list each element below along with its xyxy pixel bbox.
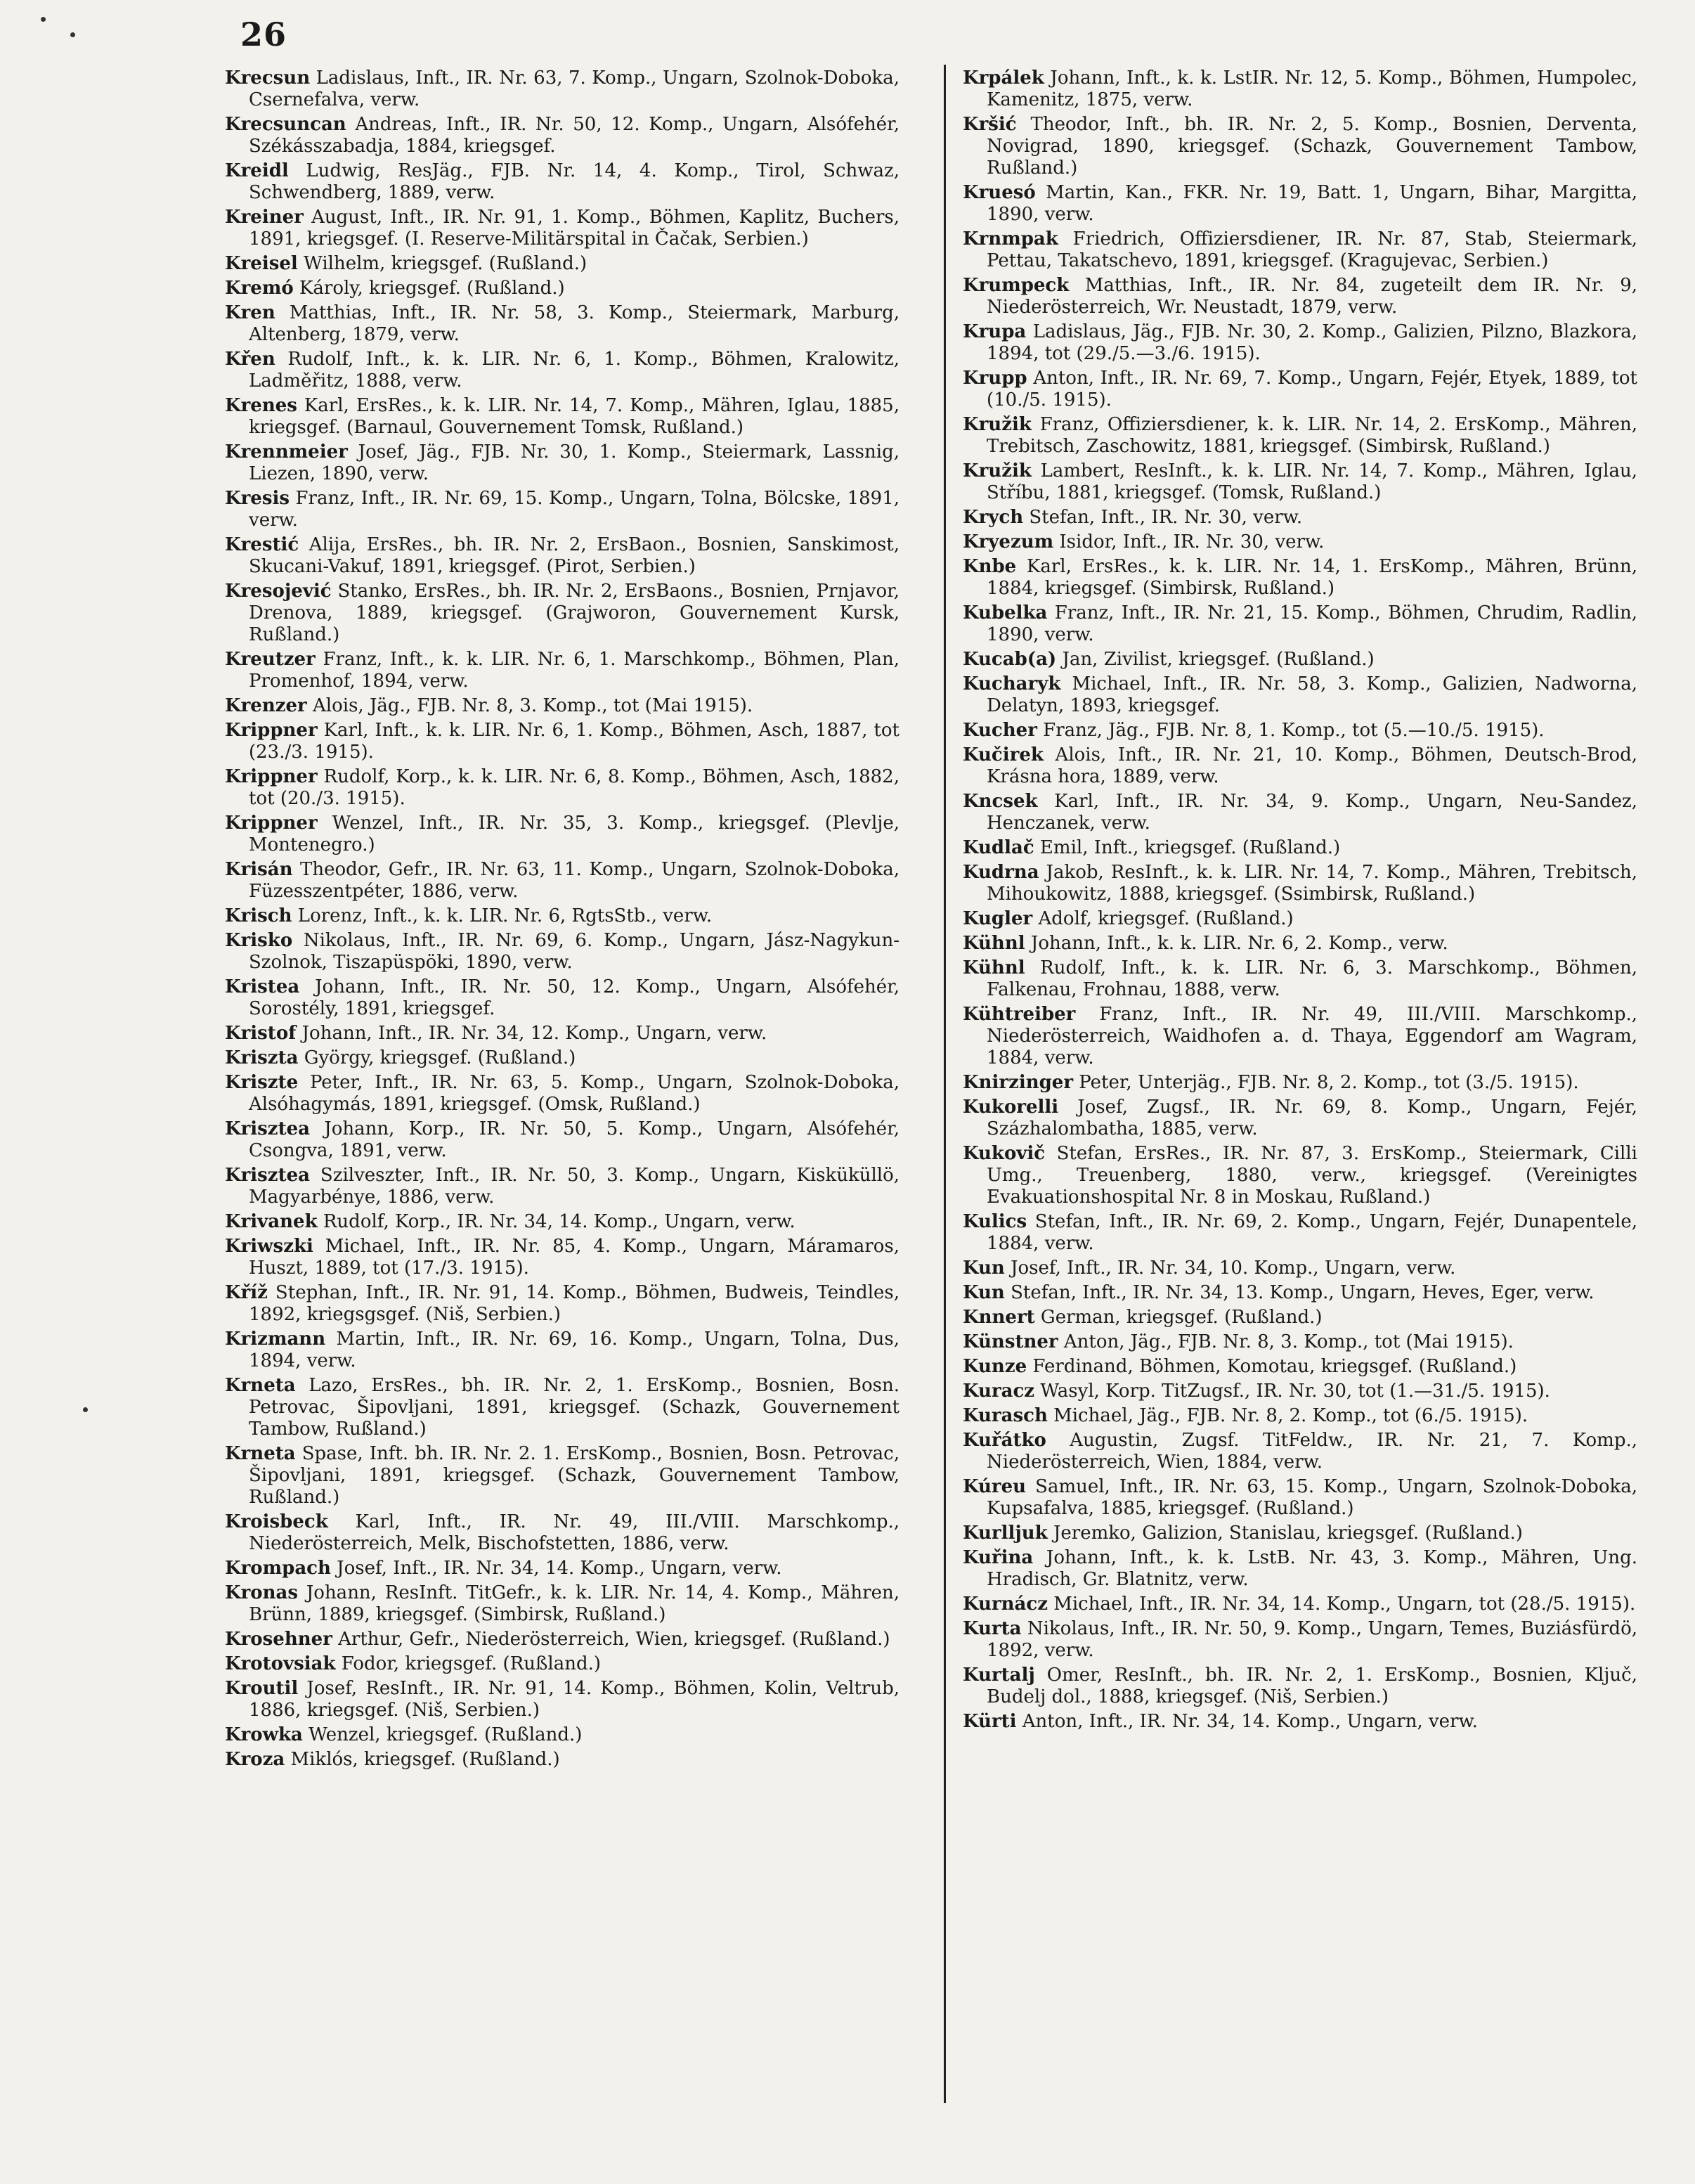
register-entry bbox=[963, 531, 1637, 553]
register-entry bbox=[963, 1211, 1637, 1255]
entry-details: Stephan, Inft., IR. Nr. 91, 14. Komp., Böhmen, Budweis, Teindles, 1892, kriegsgsgef. (Niš, Serbien.) bbox=[249, 1282, 900, 1325]
entry-surname: Krotovsiak bbox=[225, 1653, 336, 1674]
register-entry bbox=[225, 1072, 900, 1116]
register-entry bbox=[225, 1329, 900, 1372]
register-entry bbox=[225, 349, 900, 392]
entry-surname: Kühnl bbox=[963, 933, 1025, 954]
entry-details: Rudolf, Korp., k. k. LIR. Nr. 6, 8. Komp., Böhmen, Asch, 1882, tot (20./3. 1915). bbox=[249, 766, 900, 809]
entry-details: Nikolaus, Inft., IR. Nr. 69, 6. Komp., Ungarn, Jász-Nagykun-Szolnok, Tiszapüspöki, 1890, verw. bbox=[249, 930, 900, 973]
entry-details: Franz, Inft., IR. Nr. 69, 15. Komp., Ungarn, Tolna, Bölcske, 1891, verw. bbox=[249, 488, 900, 531]
register-entry bbox=[963, 602, 1637, 646]
register-entry bbox=[963, 228, 1637, 272]
entry-surname: Krisch bbox=[225, 905, 292, 926]
entry-surname: Kresojević bbox=[225, 581, 332, 602]
entry-details: Friedrich, Offiziersdiener, IR. Nr. 87, Stab, Steiermark, Pettau, Takatschevo, 1891, kriegsgef. (Kragujevac, Serbien.) bbox=[987, 228, 1637, 271]
entry-surname: Kristea bbox=[225, 976, 300, 997]
register-entry bbox=[963, 908, 1637, 930]
register-entry bbox=[225, 1511, 900, 1555]
entry-details: Theodor, Inft., bh. IR. Nr. 2, 5. Komp., Bosnien, Derventa, Novigrad, 1890, kriegsgef. (Schazk, Gouvernement Tambow, Rußland.) bbox=[987, 114, 1637, 179]
entry-details: Josef, Zugsf., IR. Nr. 69, 8. Komp., Ungarn, Fejér, Százhalombatha, 1885, verw. bbox=[987, 1097, 1637, 1139]
register-entry bbox=[963, 275, 1637, 318]
entry-details: Rudolf, Inft., k. k. LIR. Nr. 6, 1. Komp., Böhmen, Kralowitz, Ladměřitz, 1888, verw. bbox=[249, 349, 900, 392]
entry-surname: Kryezum bbox=[963, 531, 1054, 553]
entry-surname: Kurasch bbox=[963, 1405, 1048, 1426]
entry-surname: Kroza bbox=[225, 1749, 285, 1770]
entry-details: Stanko, ErsRes., bh. IR. Nr. 2, ErsBaons., Bosnien, Prnjavor, Drenova, 1889, kriegsgef. (Grajworon, Gouvernement Kursk, Rußland.) bbox=[249, 581, 900, 645]
entry-details: Johann, Inft., k. k. LIR. Nr. 6, 2. Komp., verw. bbox=[1025, 933, 1448, 954]
entry-details: Alija, ErsRes., bh. IR. Nr. 2, ErsBaon., Bosnien, Sanskimost, Skucani-Vakuf, 1891, kriegsgef. (Pirot, Serbien.) bbox=[249, 534, 900, 577]
entry-details: Michael, Inft., IR. Nr. 34, 14. Komp., Ungarn, tot (28./5. 1915). bbox=[1047, 1594, 1636, 1615]
register-entry bbox=[963, 649, 1637, 671]
register-entry bbox=[963, 114, 1637, 179]
register-entry bbox=[963, 1476, 1637, 1520]
entry-details: Adolf, kriegsgef. (Rußland.) bbox=[1032, 908, 1294, 929]
entry-details: Lambert, ResInft., k. k. LIR. Nr. 14, 7. Komp., Mähren, Iglau, Stříbu, 1881, kriegsgef. (Tomsk, Rußland.) bbox=[987, 460, 1637, 503]
register-entry bbox=[225, 695, 900, 717]
register-entry bbox=[225, 160, 900, 204]
entry-details: Peter, Unterjäg., FJB. Nr. 8, 2. Komp., tot (3./5. 1915). bbox=[1073, 1072, 1579, 1093]
entry-details: Ladislaus, Jäg., FJB. Nr. 30, 2. Komp., Galizien, Pilzno, Blazkora, 1894, tot (29./5.—3./6. 1915). bbox=[987, 321, 1637, 364]
entry-details: Jeremko, Galizion, Stanislau, kriegsgef. (Rußland.) bbox=[1047, 1523, 1523, 1544]
entry-details: Ferdinand, Böhmen, Komotau, kriegsgef. (Rußland.) bbox=[1027, 1356, 1517, 1377]
page-number: 26 bbox=[240, 15, 287, 53]
entry-details: Stefan, Inft., IR. Nr. 69, 2. Komp., Ungarn, Fejér, Dunapentele, 1884, verw. bbox=[987, 1211, 1637, 1254]
entry-details: Isidor, Inft., IR. Nr. 30, verw. bbox=[1053, 531, 1325, 553]
entry-surname: Krosehner bbox=[225, 1629, 332, 1650]
entry-surname: Kučirek bbox=[963, 744, 1044, 765]
entry-surname: Kriwszki bbox=[225, 1236, 313, 1257]
entry-surname: Krecsun bbox=[225, 67, 311, 89]
column-divider bbox=[944, 65, 946, 2103]
entry-surname: Krowka bbox=[225, 1724, 303, 1745]
entry-surname: Krupp bbox=[963, 368, 1027, 389]
entry-surname: Kremó bbox=[225, 278, 294, 299]
entry-details: Wenzel, Inft., IR. Nr. 35, 3. Komp., kriegsgef. (Plevlje, Montenegro.) bbox=[249, 813, 900, 855]
entry-details: Franz, Jäg., FJB. Nr. 8, 1. Komp., tot (5.—10./5. 1915). bbox=[1037, 720, 1545, 741]
entry-surname: Künstner bbox=[963, 1331, 1058, 1352]
scan-speck bbox=[41, 17, 46, 22]
entry-surname: Kúreu bbox=[963, 1476, 1027, 1497]
entry-details: Theodor, Gefr., IR. Nr. 63, 11. Komp., Ungarn, Szolnok-Doboka, Füzesszentpéter, 1886, verw. bbox=[249, 859, 900, 902]
entry-details: Anton, Inft., IR. Nr. 34, 14. Komp., Ungarn, verw. bbox=[1016, 1711, 1478, 1732]
entry-surname: Kroisbeck bbox=[225, 1511, 328, 1532]
entry-details: György, kriegsgef. (Rußland.) bbox=[298, 1047, 576, 1068]
entry-surname: Krnmpak bbox=[963, 228, 1058, 250]
entry-surname: Krpálek bbox=[963, 67, 1044, 89]
entry-details: Josef, Jäg., FJB. Nr. 30, 1. Komp., Steiermark, Lassnig, Liezen, 1890, verw. bbox=[249, 441, 900, 484]
register-entry bbox=[225, 114, 900, 157]
register-entry bbox=[963, 837, 1637, 859]
register-entry bbox=[225, 534, 900, 578]
register-entry bbox=[963, 1356, 1637, 1378]
entry-details: Augustin, Zugsf. TitFeldw., IR. Nr. 21, 7. Komp., Niederösterreich, Wien, 1884, verw. bbox=[987, 1430, 1637, 1473]
entry-surname: Kucab(a) bbox=[963, 649, 1057, 670]
register-entry bbox=[225, 488, 900, 531]
entry-surname: Kren bbox=[225, 302, 275, 323]
entry-surname: Krumpeck bbox=[963, 275, 1070, 296]
entry-details: Franz, Inft., IR. Nr. 21, 15. Komp., Böhmen, Chrudim, Radlin, 1890, verw. bbox=[987, 602, 1637, 645]
entry-surname: Krisztea bbox=[225, 1118, 310, 1139]
register-entry bbox=[963, 414, 1637, 458]
entry-details: Josef, ResInft., IR. Nr. 91, 14. Komp., Böhmen, Kolin, Veltrub, 1886, kriegsgef. (Niš, Serbien.) bbox=[249, 1678, 900, 1721]
entry-details: Wenzel, kriegsgef. (Rußland.) bbox=[302, 1724, 583, 1745]
register-entry bbox=[225, 1165, 900, 1208]
entry-surname: Kudrna bbox=[963, 862, 1039, 883]
entry-details: Johann, Inft., IR. Nr. 34, 12. Komp., Ungarn, verw. bbox=[296, 1023, 767, 1044]
register-entry bbox=[225, 1118, 900, 1162]
right-column bbox=[963, 67, 1637, 1736]
entry-details: Lorenz, Inft., k. k. LIR. Nr. 6, RgtsStb., verw. bbox=[292, 905, 713, 926]
entry-surname: Krneta bbox=[225, 1375, 296, 1396]
entry-details: Johann, ResInft. TitGefr., k. k. LIR. Nr. 14, 4. Komp., Mähren, Brünn, 1889, kriegsgef. (Simbirsk, Rußland.) bbox=[249, 1582, 900, 1625]
register-entry bbox=[225, 1023, 900, 1045]
entry-details: Karl, Inft., IR. Nr. 49, III./VIII. Marschkomp., Niederösterreich, Melk, Bischofstetten, 1886, verw. bbox=[249, 1511, 900, 1554]
entry-surname: Krisztea bbox=[225, 1165, 310, 1186]
entry-surname: Kulics bbox=[963, 1211, 1027, 1232]
entry-surname: Krompach bbox=[225, 1558, 331, 1579]
register-entry bbox=[225, 1282, 900, 1326]
entry-details: Johann, Korp., IR. Nr. 50, 5. Komp., Ungarn, Alsófehér, Csongva, 1891, verw. bbox=[249, 1118, 900, 1161]
register-entry bbox=[963, 673, 1637, 717]
entry-details: Szilveszter, Inft., IR. Nr. 50, 3. Komp., Ungarn, Kisküküllö, Magyarbénye, 1886, verw. bbox=[249, 1165, 900, 1208]
register-entry bbox=[225, 207, 900, 250]
entry-surname: Kreisel bbox=[225, 253, 298, 274]
entry-details: Anton, Jäg., FJB. Nr. 8, 3. Komp., tot (Mai 1915). bbox=[1058, 1331, 1514, 1352]
entry-details: Josef, Inft., IR. Nr. 34, 10. Komp., Ungarn, verw. bbox=[1004, 1258, 1456, 1279]
entry-details: Omer, ResInft., bh. IR. Nr. 2, 1. ErsKomp., Bosnien, Ključ, Budelj dol., 1888, kriegsgef. (Niš, Serbien.) bbox=[987, 1665, 1637, 1707]
entry-details: Michael, Jäg., FJB. Nr. 8, 2. Komp., tot (6./5. 1915). bbox=[1047, 1405, 1528, 1426]
entry-details: Stefan, ErsRes., IR. Nr. 87, 3. ErsKomp., Steiermark, Cilli Umg., Treuenberg, 1880, verw., kriegsgef. (Vereinigtes Evakuationshospital Nr. 8 in Moskau, Rußland.) bbox=[987, 1143, 1637, 1208]
register-entry bbox=[225, 1582, 900, 1626]
entry-details: Karl, Inft., IR. Nr. 34, 9. Komp., Ungarn, Neu-Sandez, Henczanek, verw. bbox=[987, 791, 1637, 834]
entry-details: Fodor, kriegsgef. (Rußland.) bbox=[335, 1653, 601, 1674]
register-entry bbox=[963, 1307, 1637, 1329]
register-entry bbox=[963, 556, 1637, 600]
register-entry bbox=[963, 791, 1637, 834]
entry-details: Alois, Jäg., FJB. Nr. 8, 3. Komp., tot (Mai 1915). bbox=[306, 695, 753, 716]
entry-details: Matthias, Inft., IR. Nr. 84, zugeteilt dem IR. Nr. 9, Niederösterreich, Wr. Neustadt, 1879, verw. bbox=[987, 275, 1637, 318]
entry-surname: Kuracz bbox=[963, 1381, 1035, 1402]
entry-details: Matthias, Inft., IR. Nr. 58, 3. Komp., Steiermark, Marburg, Altenberg, 1879, verw. bbox=[249, 302, 900, 345]
entry-surname: Kriszte bbox=[225, 1072, 299, 1093]
register-entry bbox=[225, 1375, 900, 1440]
entry-details: Alois, Inft., IR. Nr. 21, 10. Komp., Böhmen, Deutsch-Brod, Krásna hora, 1889, verw. bbox=[987, 744, 1637, 787]
register-entry bbox=[225, 649, 900, 692]
entry-surname: Knbe bbox=[963, 556, 1017, 577]
entry-details: Karl, ErsRes., k. k. LIR. Nr. 14, 7. Komp., Mähren, Iglau, 1885, kriegsgef. (Barnaul, Gouvernement Tomsk, Rußland.) bbox=[249, 395, 900, 438]
register-entry bbox=[963, 1282, 1637, 1304]
entry-details: Franz, Inft., k. k. LIR. Nr. 6, 1. Marschkomp., Böhmen, Plan, Promenhof, 1894, verw. bbox=[249, 649, 900, 692]
register-entry bbox=[225, 1653, 900, 1675]
entry-surname: Kreutzer bbox=[225, 649, 316, 670]
entry-surname: Krippner bbox=[225, 766, 318, 787]
register-entry bbox=[225, 976, 900, 1020]
entry-surname: Krestić bbox=[225, 534, 299, 555]
entry-details: Lazo, ErsRes., bh. IR. Nr. 2, 1. ErsKomp., Bosnien, Bosn. Petrovac, Šipovljani, 1891, kriegsgef. (Schazk, Gouvernement Tambow, Rußland.) bbox=[249, 1375, 900, 1440]
entry-surname: Kristof bbox=[225, 1023, 297, 1044]
entry-surname: Kun bbox=[963, 1258, 1005, 1279]
register-entry bbox=[225, 1558, 900, 1579]
entry-surname: Kubelka bbox=[963, 602, 1048, 623]
entry-details: Martin, Kan., FKR. Nr. 19, Batt. 1, Ungarn, Bihar, Margitta, 1890, verw. bbox=[987, 182, 1637, 225]
entry-details: Karl, Inft., k. k. LIR. Nr. 6, 1. Komp., Böhmen, Asch, 1887, tot (23./3. 1915). bbox=[249, 720, 900, 763]
register-entry bbox=[963, 933, 1637, 955]
register-entry bbox=[225, 813, 900, 856]
entry-details: Stefan, Inft., IR. Nr. 30, verw. bbox=[1023, 507, 1303, 528]
entry-surname: Kurnácz bbox=[963, 1594, 1048, 1615]
register-entry bbox=[963, 1594, 1637, 1615]
entry-surname: Krippner bbox=[225, 720, 318, 741]
register-entry bbox=[963, 460, 1637, 504]
register-entry bbox=[963, 1258, 1637, 1279]
entry-surname: Kreidl bbox=[225, 160, 289, 181]
entry-surname: Kružik bbox=[963, 460, 1032, 482]
entry-surname: Kühtreiber bbox=[963, 1004, 1076, 1025]
entry-details: Franz, Offiziersdiener, k. k. LIR. Nr. 14, 2. ErsKomp., Mähren, Trebitsch, Zaschowitz, 1881, kriegsgef. (Simbirsk, Rußland.) bbox=[987, 414, 1637, 457]
entry-details: Rudolf, Inft., k. k. LIR. Nr. 6, 3. Marschkomp., Böhmen, Falkenau, Frohnau, 1888, verw. bbox=[987, 957, 1637, 1000]
entry-surname: Kudlač bbox=[963, 837, 1034, 858]
entry-details: Miklós, kriegsgef. (Rußland.) bbox=[285, 1749, 560, 1770]
entry-details: Josef, Inft., IR. Nr. 34, 14. Komp., Ungarn, verw. bbox=[330, 1558, 782, 1579]
entry-surname: Kucher bbox=[963, 720, 1037, 741]
entry-surname: Kršić bbox=[963, 114, 1017, 135]
entry-surname: Kriszta bbox=[225, 1047, 299, 1068]
entry-surname: Kun bbox=[963, 1282, 1005, 1303]
register-entry bbox=[225, 1211, 900, 1233]
register-entry bbox=[963, 1381, 1637, 1402]
register-entry bbox=[225, 1443, 900, 1508]
entry-surname: Kncsek bbox=[963, 791, 1038, 812]
register-entry bbox=[225, 1724, 900, 1746]
register-entry bbox=[225, 302, 900, 346]
entry-details: Jan, Zivilist, kriegsgef. (Rußland.) bbox=[1056, 649, 1375, 670]
register-entry bbox=[225, 859, 900, 903]
register-entry bbox=[225, 278, 900, 299]
register-entry bbox=[963, 1430, 1637, 1473]
entry-surname: Kreiner bbox=[225, 207, 304, 228]
entry-details: German, kriegsgef. (Rußland.) bbox=[1034, 1307, 1323, 1328]
entry-details: Spase, Inft. bh. IR. Nr. 2. 1. ErsKomp., Bosnien, Bosn. Petrovac, Šipovljani, 1891, kriegsgef. (Schazk, Gouvernement Tambow, Rußland.) bbox=[249, 1443, 900, 1508]
entry-surname: Kunze bbox=[963, 1356, 1027, 1377]
entry-surname: Kroutil bbox=[225, 1678, 299, 1699]
register-entry bbox=[225, 766, 900, 810]
scan-speck bbox=[70, 32, 75, 37]
entry-surname: Krisko bbox=[225, 930, 293, 951]
register-entry bbox=[963, 507, 1637, 529]
entry-surname: Krisán bbox=[225, 859, 293, 880]
register-entry bbox=[225, 253, 900, 275]
scan-speck bbox=[83, 1407, 88, 1412]
register-entry bbox=[225, 441, 900, 485]
entry-surname: Knirzinger bbox=[963, 1072, 1074, 1093]
entry-surname: Kürti bbox=[963, 1711, 1017, 1732]
entry-details: Franz, Inft., IR. Nr. 49, III./VIII. Marschkomp., Niederösterreich, Waidhofen a. d. Thaya, Eggendorf am Wagram, 1884, verw. bbox=[987, 1004, 1637, 1068]
register-entry bbox=[963, 1523, 1637, 1544]
register-entry bbox=[963, 1711, 1637, 1733]
entry-surname: Kühnl bbox=[963, 957, 1025, 978]
register-entry bbox=[225, 581, 900, 646]
register-entry bbox=[225, 1047, 900, 1069]
entry-surname: Krizmann bbox=[225, 1329, 326, 1350]
entry-surname: Kugler bbox=[963, 908, 1033, 929]
entry-surname: Kurlljuk bbox=[963, 1523, 1048, 1544]
entry-surname: Krennmeier bbox=[225, 441, 348, 463]
entry-surname: Kuřátko bbox=[963, 1430, 1046, 1451]
entry-details: August, Inft., IR. Nr. 91, 1. Komp., Böhmen, Kaplitz, Buchers, 1891, kriegsgef. (I. Reserve-Militärspital in Čačak, Serbien.) bbox=[249, 207, 900, 250]
entry-details: Michael, Inft., IR. Nr. 85, 4. Komp., Ungarn, Máramaros, Huszt, 1889, tot (17./3. 1915). bbox=[249, 1236, 900, 1279]
left-column bbox=[225, 67, 900, 1773]
entry-surname: Kružik bbox=[963, 414, 1032, 435]
register-entry bbox=[963, 1331, 1637, 1353]
entry-surname: Kruesó bbox=[963, 182, 1036, 203]
register-entry bbox=[225, 1236, 900, 1279]
entry-surname: Kukovič bbox=[963, 1143, 1046, 1164]
entry-details: Nikolaus, Inft., IR. Nr. 50, 9. Komp., Ungarn, Temes, Buziásfürdö, 1892, verw. bbox=[987, 1618, 1637, 1661]
register-entry bbox=[963, 1097, 1637, 1140]
entry-surname: Krecsuncan bbox=[225, 114, 346, 135]
entry-details: Michael, Inft., IR. Nr. 58, 3. Komp., Galizien, Nadworna, Delatyn, 1893, kriegsgef. bbox=[987, 673, 1637, 716]
register-entry bbox=[963, 1072, 1637, 1094]
entry-details: Emil, Inft., kriegsgef. (Rußland.) bbox=[1034, 837, 1341, 858]
entry-details: Wilhelm, kriegsgef. (Rußland.) bbox=[297, 253, 587, 274]
register-entry bbox=[225, 905, 900, 927]
register-entry bbox=[963, 1547, 1637, 1591]
entry-details: Karl, ErsRes., k. k. LIR. Nr. 14, 1. ErsKomp., Mähren, Brünn, 1884, kriegsgef. (Simbirsk, Rußland.) bbox=[987, 556, 1637, 599]
register-entry bbox=[225, 67, 900, 111]
entry-surname: Kurtalj bbox=[963, 1665, 1035, 1686]
register-entry bbox=[963, 1665, 1637, 1708]
entry-surname: Kříž bbox=[225, 1282, 268, 1303]
register-entry bbox=[963, 368, 1637, 411]
register-entry bbox=[963, 1004, 1637, 1069]
entry-details: Arthur, Gefr., Niederösterreich, Wien, kriegsgef. (Rußland.) bbox=[332, 1629, 890, 1650]
register-entry bbox=[963, 1143, 1637, 1208]
entry-surname: Krych bbox=[963, 507, 1024, 528]
entry-surname: Krenzer bbox=[225, 695, 307, 716]
register-entry bbox=[963, 720, 1637, 742]
register-entry bbox=[963, 1618, 1637, 1662]
entry-details: Peter, Inft., IR. Nr. 63, 5. Komp., Ungarn, Szolnok-Doboka, Alsóhagymás, 1891, kriegsgef. (Omsk, Rußland.) bbox=[249, 1072, 900, 1115]
register-entry bbox=[963, 1405, 1637, 1427]
register-entry bbox=[225, 395, 900, 439]
entry-details: Anton, Inft., IR. Nr. 69, 7. Komp., Ungarn, Fejér, Etyek, 1889, tot (10./5. 1915). bbox=[987, 368, 1637, 411]
register-entry bbox=[963, 862, 1637, 905]
entry-details: Károly, kriegsgef. (Rußland.) bbox=[293, 278, 565, 299]
entry-surname: Kronas bbox=[225, 1582, 299, 1603]
entry-surname: Krivanek bbox=[225, 1211, 318, 1232]
entry-surname: Krneta bbox=[225, 1443, 296, 1464]
entry-details: Wasyl, Korp. TitZugsf., IR. Nr. 30, tot (1.—31./5. 1915). bbox=[1034, 1381, 1550, 1402]
register-entry bbox=[963, 67, 1637, 111]
entry-surname: Kuřina bbox=[963, 1547, 1034, 1568]
entry-surname: Krippner bbox=[225, 813, 318, 834]
entry-details: Andreas, Inft., IR. Nr. 50, 12. Komp., Ungarn, Alsófehér, Székásszabadja, 1884, kriegsgef. bbox=[249, 114, 900, 157]
entry-surname: Krupa bbox=[963, 321, 1027, 342]
entry-details: Samuel, Inft., IR. Nr. 63, 15. Komp., Ungarn, Szolnok-Doboka, Kupsafalva, 1885, kriegsgef. (Rußland.) bbox=[987, 1476, 1637, 1519]
entry-details: Ludwig, ResJäg., FJB. Nr. 14, 4. Komp., Tirol, Schwaz, Schwendberg, 1889, verw. bbox=[249, 160, 900, 203]
register-entry bbox=[963, 182, 1637, 226]
register-entry bbox=[225, 1749, 900, 1771]
entry-surname: Kucharyk bbox=[963, 673, 1061, 694]
entry-surname: Kurta bbox=[963, 1618, 1022, 1639]
entry-surname: Knnert bbox=[963, 1307, 1035, 1328]
entry-surname: Křen bbox=[225, 349, 275, 370]
register-entry bbox=[225, 1629, 900, 1650]
register-entry bbox=[225, 930, 900, 974]
entry-details: Ladislaus, Inft., IR. Nr. 63, 7. Komp., Ungarn, Szolnok-Doboka, Csernefalva, verw. bbox=[249, 67, 900, 110]
register-entry bbox=[225, 720, 900, 763]
register-entry bbox=[225, 1678, 900, 1721]
register-entry bbox=[963, 957, 1637, 1001]
entry-details: Johann, Inft., k. k. LstIR. Nr. 12, 5. Komp., Böhmen, Humpolec, Kamenitz, 1875, verw. bbox=[987, 67, 1637, 110]
entry-details: Johann, Inft., IR. Nr. 50, 12. Komp., Ungarn, Alsófehér, Sorostély, 1891, kriegsgef. bbox=[249, 976, 900, 1019]
entry-details: Rudolf, Korp., IR. Nr. 34, 14. Komp., Ungarn, verw. bbox=[317, 1211, 795, 1232]
entry-surname: Krenes bbox=[225, 395, 297, 416]
entry-surname: Kukorelli bbox=[963, 1097, 1059, 1118]
entry-details: Stefan, Inft., IR. Nr. 34, 13. Komp., Ungarn, Heves, Eger, verw. bbox=[1004, 1282, 1595, 1303]
register-entry bbox=[963, 321, 1637, 365]
entry-details: Jakob, ResInft., k. k. LIR. Nr. 14, 7. Komp., Mähren, Trebitsch, Mihoukowitz, 1888, kriegsgef. (Ssimbirsk, Rußland.) bbox=[987, 862, 1637, 905]
register-entry bbox=[963, 744, 1637, 788]
entry-details: Martin, Inft., IR. Nr. 69, 16. Komp., Ungarn, Tolna, Dus, 1894, verw. bbox=[249, 1329, 900, 1371]
entry-surname: Kresis bbox=[225, 488, 290, 509]
entry-details: Johann, Inft., k. k. LstB. Nr. 43, 3. Komp., Mähren, Ung. Hradisch, Gr. Blatnitz, verw. bbox=[987, 1547, 1637, 1590]
